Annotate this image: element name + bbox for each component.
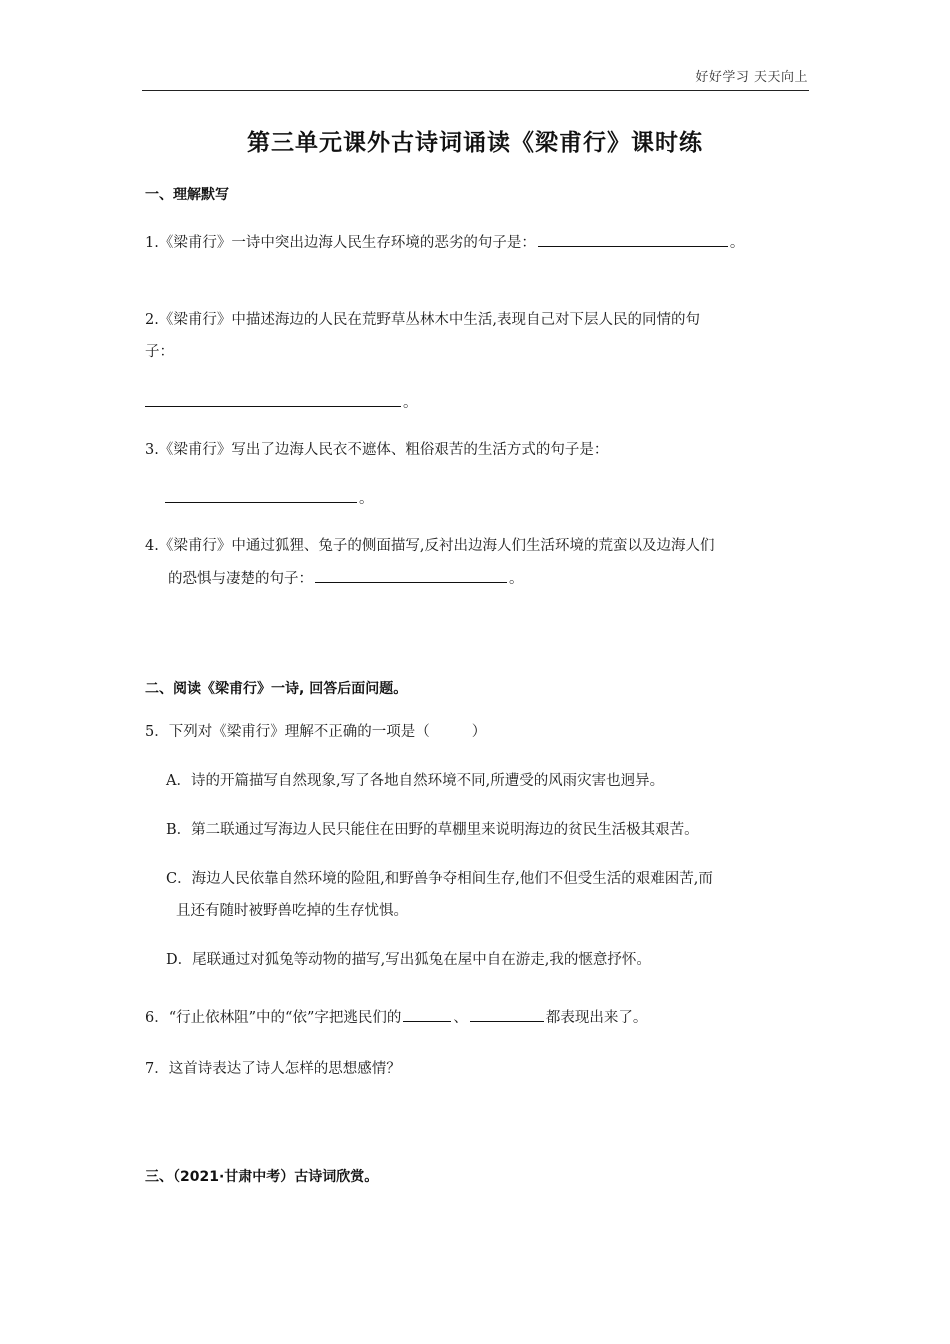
page-title: 第三单元课外古诗词诵读《梁甫行》课时练: [247, 130, 703, 156]
answer-blank-6b[interactable]: [470, 1007, 544, 1022]
question-5-stem-close: ）: [471, 724, 487, 740]
option-d: D．尾联通过对狐兔等动物的描写,写出狐兔在屋中自在游走,我的惬意抒怀。: [166, 952, 651, 968]
header-divider: [142, 90, 809, 91]
section-heading-3: 三、（2021·甘肃中考）古诗词欣赏。: [145, 1169, 379, 1185]
question-1: [145, 232, 744, 253]
option-c-line-2: 且还有随时被野兽吃掉的生存忧惧。: [176, 903, 408, 919]
question-5-stem: [145, 722, 486, 742]
question-3: 3.《梁甫行》写出了边海人民衣不遮体、粗俗艰苦的生活方式的句子是：: [145, 442, 609, 458]
option-b: B．第二联通过写海边人民只能住在田野的草棚里来说明海边的贫民生活极其艰苦。: [166, 822, 699, 838]
question-6: [145, 1007, 647, 1028]
question-2-line-2: 子：: [145, 344, 174, 360]
question-1-end: 。: [729, 235, 745, 251]
option-a: A．诗的开篇描写自然现象,写了各地自然环境不同,所遭受的风雨灾害也迥异。: [166, 773, 665, 789]
question-4-text: 的恐惧与凄楚的句子：: [168, 571, 313, 587]
question-2-answer: [145, 392, 418, 413]
question-2-line-1: 2.《梁甫行》中描述海边的人民在荒野草丛林木中生活,表现自己对下层人民的同情的句: [145, 312, 700, 328]
section-heading-2: 二、阅读《梁甫行》一诗, 回答后面问题。: [145, 681, 408, 697]
answer-blank-1[interactable]: [538, 232, 728, 247]
section-heading-1: 一、理解默写: [145, 187, 229, 203]
question-6-sep: 、: [453, 1010, 468, 1026]
question-3-answer: [165, 488, 374, 509]
option-c-line-1: C．海边人民依靠自然环境的险阻,和野兽争夺相间生存,他们不但受生活的艰难困苦,而: [166, 871, 713, 887]
question-2-end: 。: [403, 395, 418, 411]
question-6-text-b: 都表现出来了。: [545, 1010, 648, 1026]
question-3-end: 。: [359, 491, 374, 507]
question-7: 7．这首诗表达了诗人怎样的思想感情？: [145, 1061, 401, 1077]
question-6-text-a: 6．“行止依林阻”中的“依”字把逃民们的: [145, 1010, 402, 1026]
answer-blank-2[interactable]: [145, 392, 401, 407]
answer-blank-4[interactable]: [315, 568, 507, 583]
answer-blank-6a[interactable]: [403, 1007, 451, 1022]
question-1-text: 1.《梁甫行》一诗中突出边海人民生存环境的恶劣的句子是：: [145, 235, 536, 251]
answer-blank-3[interactable]: [165, 488, 357, 503]
question-4-line-1: 4.《梁甫行》中通过狐狸、兔子的侧面描写,反衬出边海人们生活环境的荒蛮以及边海人们: [145, 538, 715, 554]
question-4-line-2: [168, 568, 524, 589]
question-4-end: 。: [509, 571, 524, 587]
question-5-stem-text: 5．下列对《梁甫行》理解不正确的一项是（: [145, 724, 430, 740]
header-motto: 好好学习 天天向上: [695, 70, 808, 85]
